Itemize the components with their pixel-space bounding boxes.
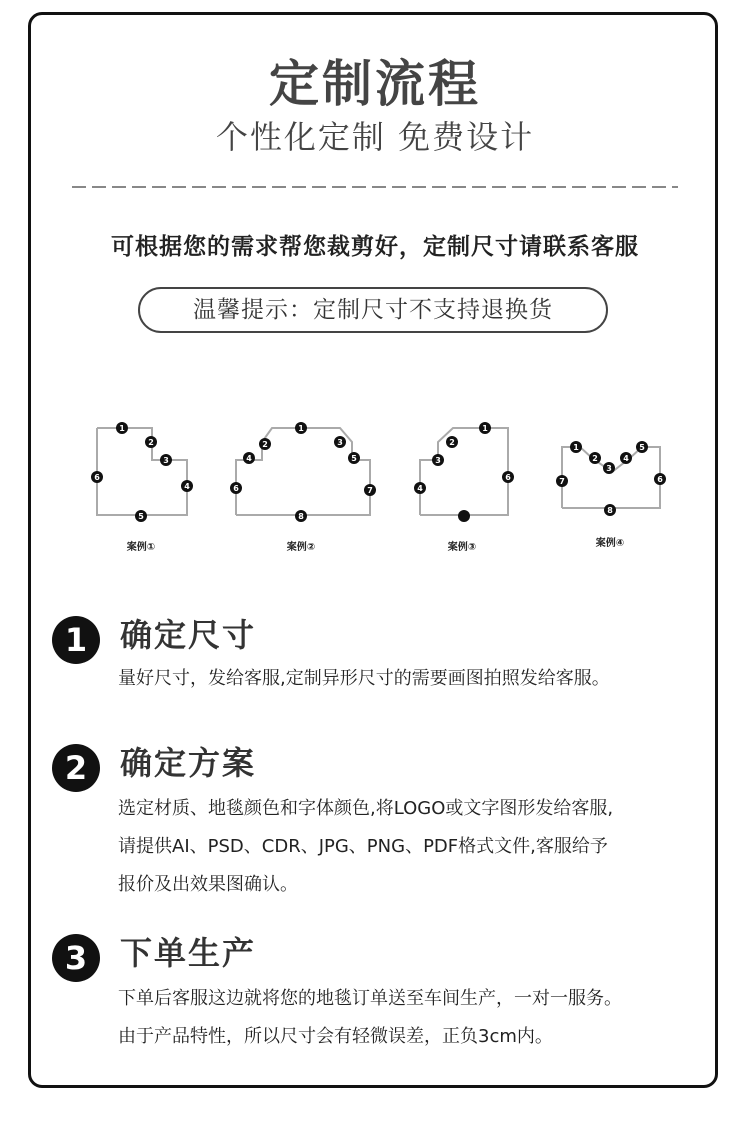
step-2-body [118, 790, 708, 904]
case-4-shape [562, 447, 660, 508]
case-2-markers [230, 422, 376, 522]
svg-text:5: 5 [138, 512, 144, 521]
step-2-line: 选定材质、地毯颜色和字体颜色,将LOGO或文字图形发给客服, [118, 798, 614, 819]
svg-text:8: 8 [298, 512, 304, 521]
step-2-line: 报价及出效果图确认。 [118, 874, 298, 895]
intro-text: 可根据您的需求帮您裁剪好，定制尺寸请联系客服 [111, 234, 639, 260]
svg-text:4: 4 [417, 484, 423, 493]
svg-text:7: 7 [367, 486, 373, 495]
svg-text:1: 1 [482, 424, 488, 433]
case-2-label: 案例② [286, 542, 316, 553]
dashed-divider [72, 186, 678, 188]
step-2-title: 确定方案 [120, 744, 257, 782]
step-3-line: 下单后客服这边就将您的地毯订单送至车间生产，一对一服务。 [118, 988, 622, 1009]
svg-text:6: 6 [505, 473, 511, 482]
case-1-shape [97, 428, 187, 515]
svg-text:2: 2 [262, 440, 268, 449]
svg-text:3: 3 [606, 464, 612, 473]
step-1-line: 量好尺寸，发给客服,定制异形尺寸的需要画图拍照发给客服。 [118, 668, 610, 689]
step-2-line: 请提供AI、PSD、CDR、JPG、PNG、PDF格式文件,客服给予 [118, 836, 608, 857]
svg-text:8: 8 [607, 506, 613, 515]
svg-text:2: 2 [148, 438, 154, 447]
svg-text:2: 2 [592, 454, 598, 463]
svg-text:6: 6 [233, 484, 239, 493]
svg-text:5: 5 [639, 443, 645, 452]
step-3-line: 由于产品特性，所以尺寸会有轻微误差，正负3cm内。 [118, 1026, 553, 1047]
svg-text:4: 4 [623, 454, 629, 463]
step-1-number: 1 [52, 616, 100, 664]
svg-text:3: 3 [163, 456, 169, 465]
step-2-number: 2 [52, 744, 100, 792]
case-4-markers [556, 441, 666, 516]
step-3-title: 下单生产 [120, 934, 257, 972]
svg-text:1: 1 [119, 424, 125, 433]
case-3-markers [414, 422, 514, 522]
case-2-shape [236, 428, 370, 515]
svg-text:3: 3 [337, 438, 343, 447]
svg-text:2: 2 [449, 438, 455, 447]
svg-text:5: 5 [351, 454, 357, 463]
page-subtitle: 个性化定制 免费设计 [215, 118, 535, 156]
step-1-title: 确定尺寸 [120, 616, 257, 654]
case-3-shape [420, 428, 508, 515]
svg-text:4: 4 [246, 454, 252, 463]
step-3-number: 3 [52, 934, 100, 982]
step-3-body [118, 980, 708, 1056]
case-3-label: 案例③ [447, 542, 477, 553]
svg-text:4: 4 [184, 482, 190, 491]
svg-text:6: 6 [657, 475, 663, 484]
case-1-markers [91, 422, 193, 522]
svg-text:6: 6 [94, 473, 100, 482]
case-1-label: 案例① [126, 542, 156, 553]
step-1-body [118, 660, 708, 698]
svg-text:7: 7 [559, 477, 565, 486]
page-title: 定制流程 [269, 55, 481, 113]
svg-text:1: 1 [298, 424, 304, 433]
svg-text:1: 1 [573, 443, 579, 452]
tip-badge: 温馨提示：定制尺寸不支持退换货 [138, 287, 608, 333]
case-diagrams [0, 400, 750, 570]
svg-text:3: 3 [435, 456, 441, 465]
case-4-label: 案例④ [595, 538, 625, 549]
